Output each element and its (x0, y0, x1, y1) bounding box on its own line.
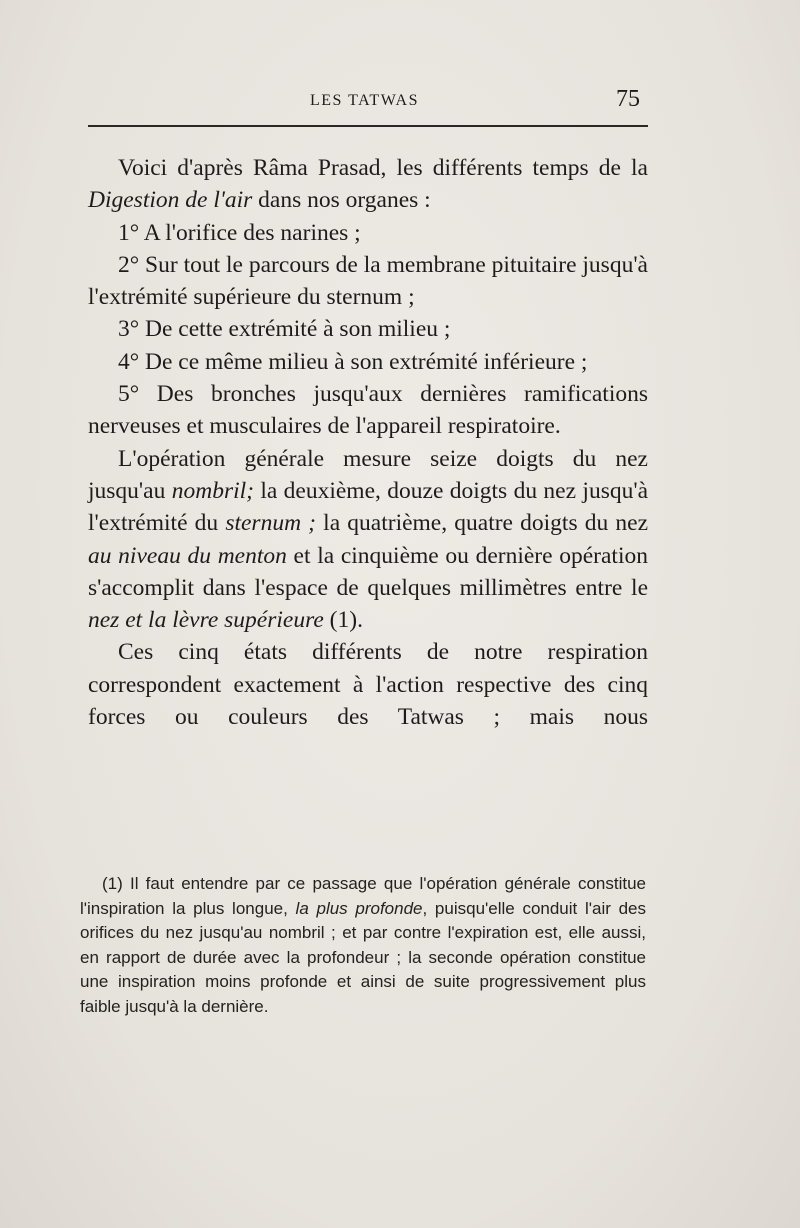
text-run: , puisqu'elle conduit l'air des orifices du nez jusqu'au nombril ; et par contre l'expiration est, elle aussi, en rapport de durée avec la profondeur ; la seconde opération constitue une inspiration moins profonde et ainsi de suite progressivement plus faible jusqu'à la dernière. (80, 898, 647, 1016)
paragraph-intro (88, 152, 648, 217)
italic-title: Digestion de l'air (88, 187, 253, 214)
page-number: 75 (616, 86, 640, 112)
list-item-1: 1° A l'orifice des narines ; (118, 219, 361, 246)
paragraph-operations (88, 443, 648, 637)
italic-term: sternum ; (225, 510, 317, 537)
text-run: et la cinquième ou dernière opération s'accomplit dans l'espace de quelques millimètres entre le (88, 542, 648, 601)
text-run: dans nos organes : (252, 187, 431, 214)
list-item-2: 2° Sur tout le parcours de la membrane pituitaire jusqu'à l'extrémité supérieure du sternum ; (88, 251, 648, 311)
header-rule (88, 125, 648, 127)
main-text (88, 152, 648, 733)
list-item-5: 5° Des bronches jusqu'aux dernières ramifications nerveuses et musculaires de l'appareil respiratoire. (88, 381, 648, 440)
italic-term: au niveau du menton (88, 542, 287, 569)
page-header (88, 86, 648, 126)
list-item-4: 4° De ce même milieu à son extrémité inférieure ; (118, 348, 588, 375)
italic-term: la plus profonde (295, 898, 423, 918)
text-run: (1) Il faut entendre par ce passage que l'opération générale constitue l'inspiration la plus longue, (80, 874, 646, 918)
text-run: L'opération générale mesure seize doigts du nez jusqu'au (88, 445, 648, 504)
footnote-1 (80, 872, 646, 1020)
text-run: (1). (323, 607, 363, 634)
footnote (80, 872, 646, 1020)
italic-term: nombril; (171, 477, 254, 504)
list-item-3: 3° De cette extrémité à son milieu ; (118, 316, 451, 343)
text-run: la quatrième, quatre doigts du nez (316, 510, 649, 537)
text-run: Voici d'après Râma Prasad, les différents temps de la (118, 155, 648, 181)
italic-term: nez et la lèvre supérieure (88, 607, 324, 634)
paragraph-states: Ces cinq états différents de notre respiration correspondent exactement à l'action respective des cinq forces ou couleurs des Tatwas ; mais nous (88, 639, 648, 731)
text-run: la deuxième, douze doigts du nez jusqu'à l'extrémité du (88, 477, 649, 537)
running-title: LES TATWAS (310, 92, 419, 109)
